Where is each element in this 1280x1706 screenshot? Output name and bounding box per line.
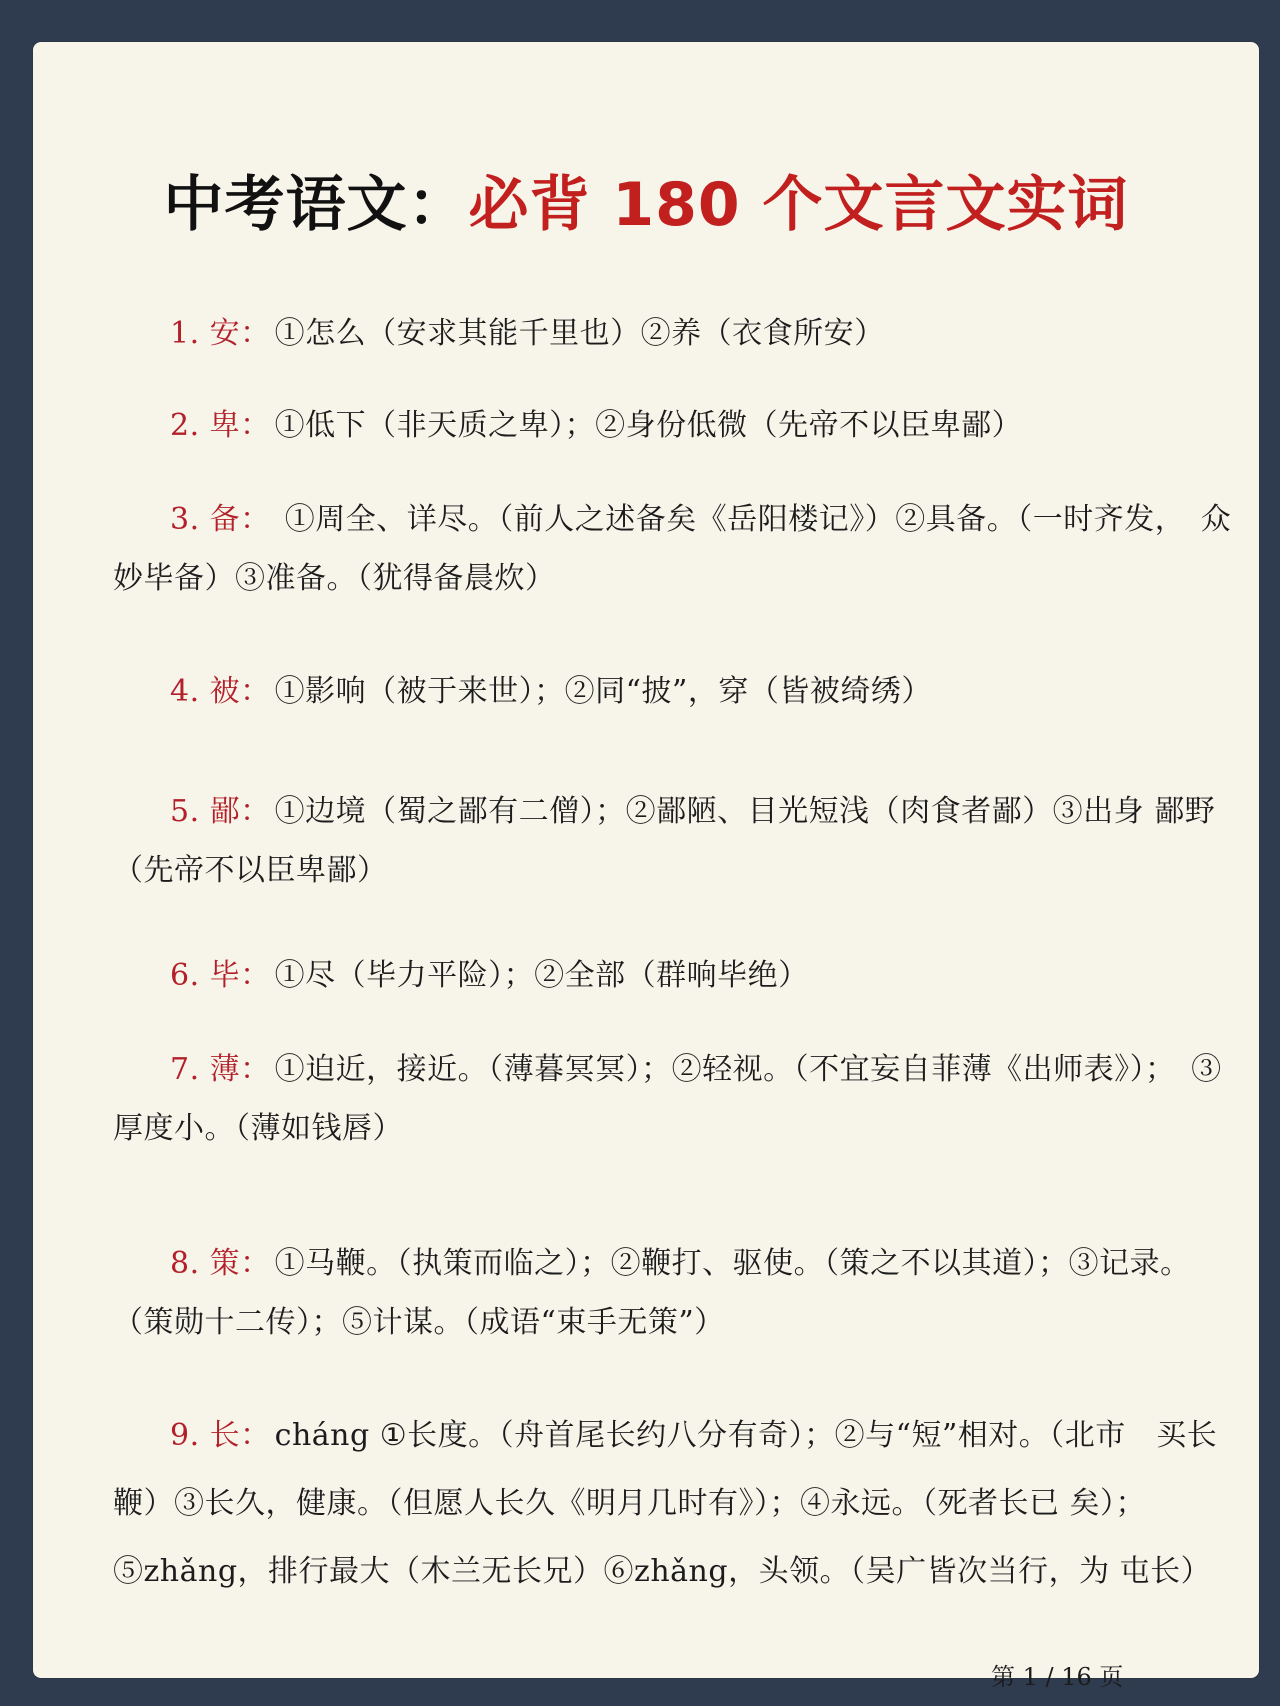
entry-definition: ①迫近，接近。（薄暮冥冥）；②轻视。（不宜妄自菲薄《出师表》）； ③厚度小。（薄如钱唇） <box>113 1052 1222 1146</box>
entry-number: 3. <box>170 502 200 537</box>
page-number: 第 1 / 16 页 <box>991 1663 1124 1691</box>
entry-6 <box>113 946 1233 1005</box>
entry-definition: ①尽（毕力平险）；②全部（群响毕绝） <box>274 958 809 993</box>
entry-number: 9. <box>170 1418 200 1453</box>
entry-number: 1. <box>170 316 200 351</box>
entry-number: 7. <box>170 1052 200 1087</box>
entry-word: 策： <box>209 1246 271 1281</box>
entry-word: 鄙： <box>209 794 271 829</box>
page-title <box>33 170 1259 240</box>
entry-word: 卑： <box>209 408 271 443</box>
entry-word: 薄： <box>209 1052 271 1087</box>
entry-definition: ①周全、详尽。（前人之述备矣《岳阳楼记》）②具备。（一时齐发， 众妙毕备）③准备。（犹得备晨炊） <box>113 502 1232 596</box>
entry-3 <box>113 490 1233 608</box>
entry-number: 5. <box>170 794 200 829</box>
entry-word: 被： <box>209 674 271 709</box>
entry-definition: ①边境（蜀之鄙有二僧）；②鄙陋、目光短浅（肉食者鄙）③出身 鄙野（先帝不以臣卑鄙） <box>113 794 1216 888</box>
document-page <box>33 42 1259 1691</box>
entry-number: 2. <box>170 408 200 443</box>
entry-5 <box>113 782 1233 900</box>
entry-9 <box>113 1402 1233 1606</box>
entry-definition: ①马鞭。（执策而临之）；②鞭打、驱使。（策之不以其道）；③记录。 （策勋十二传）；⑤计谋。（成语“束手无策”） <box>113 1246 1207 1340</box>
entry-8 <box>113 1234 1233 1352</box>
entry-word: 安： <box>209 316 271 351</box>
entry-4 <box>113 662 1233 721</box>
entry-definition: cháng ①长度。（舟首尾长约八分有奇）；②与“短”相对。（北市 买长鞭）③长久，健康。（但愿人长久《明月几时有》）；④永远。（死者长已 矣）；⑤zhǎng，排行最大（木兰无长兄）⑥zhǎng，头领。（吴广皆次当行，为 屯长） <box>113 1418 1218 1589</box>
entry-word: 毕： <box>209 958 271 993</box>
entry-number: 8. <box>170 1246 200 1281</box>
entry-word: 长： <box>209 1418 271 1453</box>
entry-definition: ①怎么（安求其能千里也）②养（衣食所安） <box>274 316 885 351</box>
entry-number: 4. <box>170 674 200 709</box>
title-highlight: 必背 180 个文言文实词 <box>468 170 1129 240</box>
title-prefix: 中考语文： <box>163 170 469 240</box>
entry-word: 备： <box>209 502 271 537</box>
entry-7 <box>113 1040 1233 1158</box>
entry-2 <box>113 396 1233 455</box>
entry-definition: ①低下（非天质之卑）；②身份低微（先帝不以臣卑鄙） <box>274 408 1023 443</box>
entry-definition: ①影响（被于来世）；②同“披”，穿（皆被绮绣） <box>274 674 932 709</box>
entry-1 <box>113 304 1233 363</box>
entry-number: 6. <box>170 958 200 993</box>
